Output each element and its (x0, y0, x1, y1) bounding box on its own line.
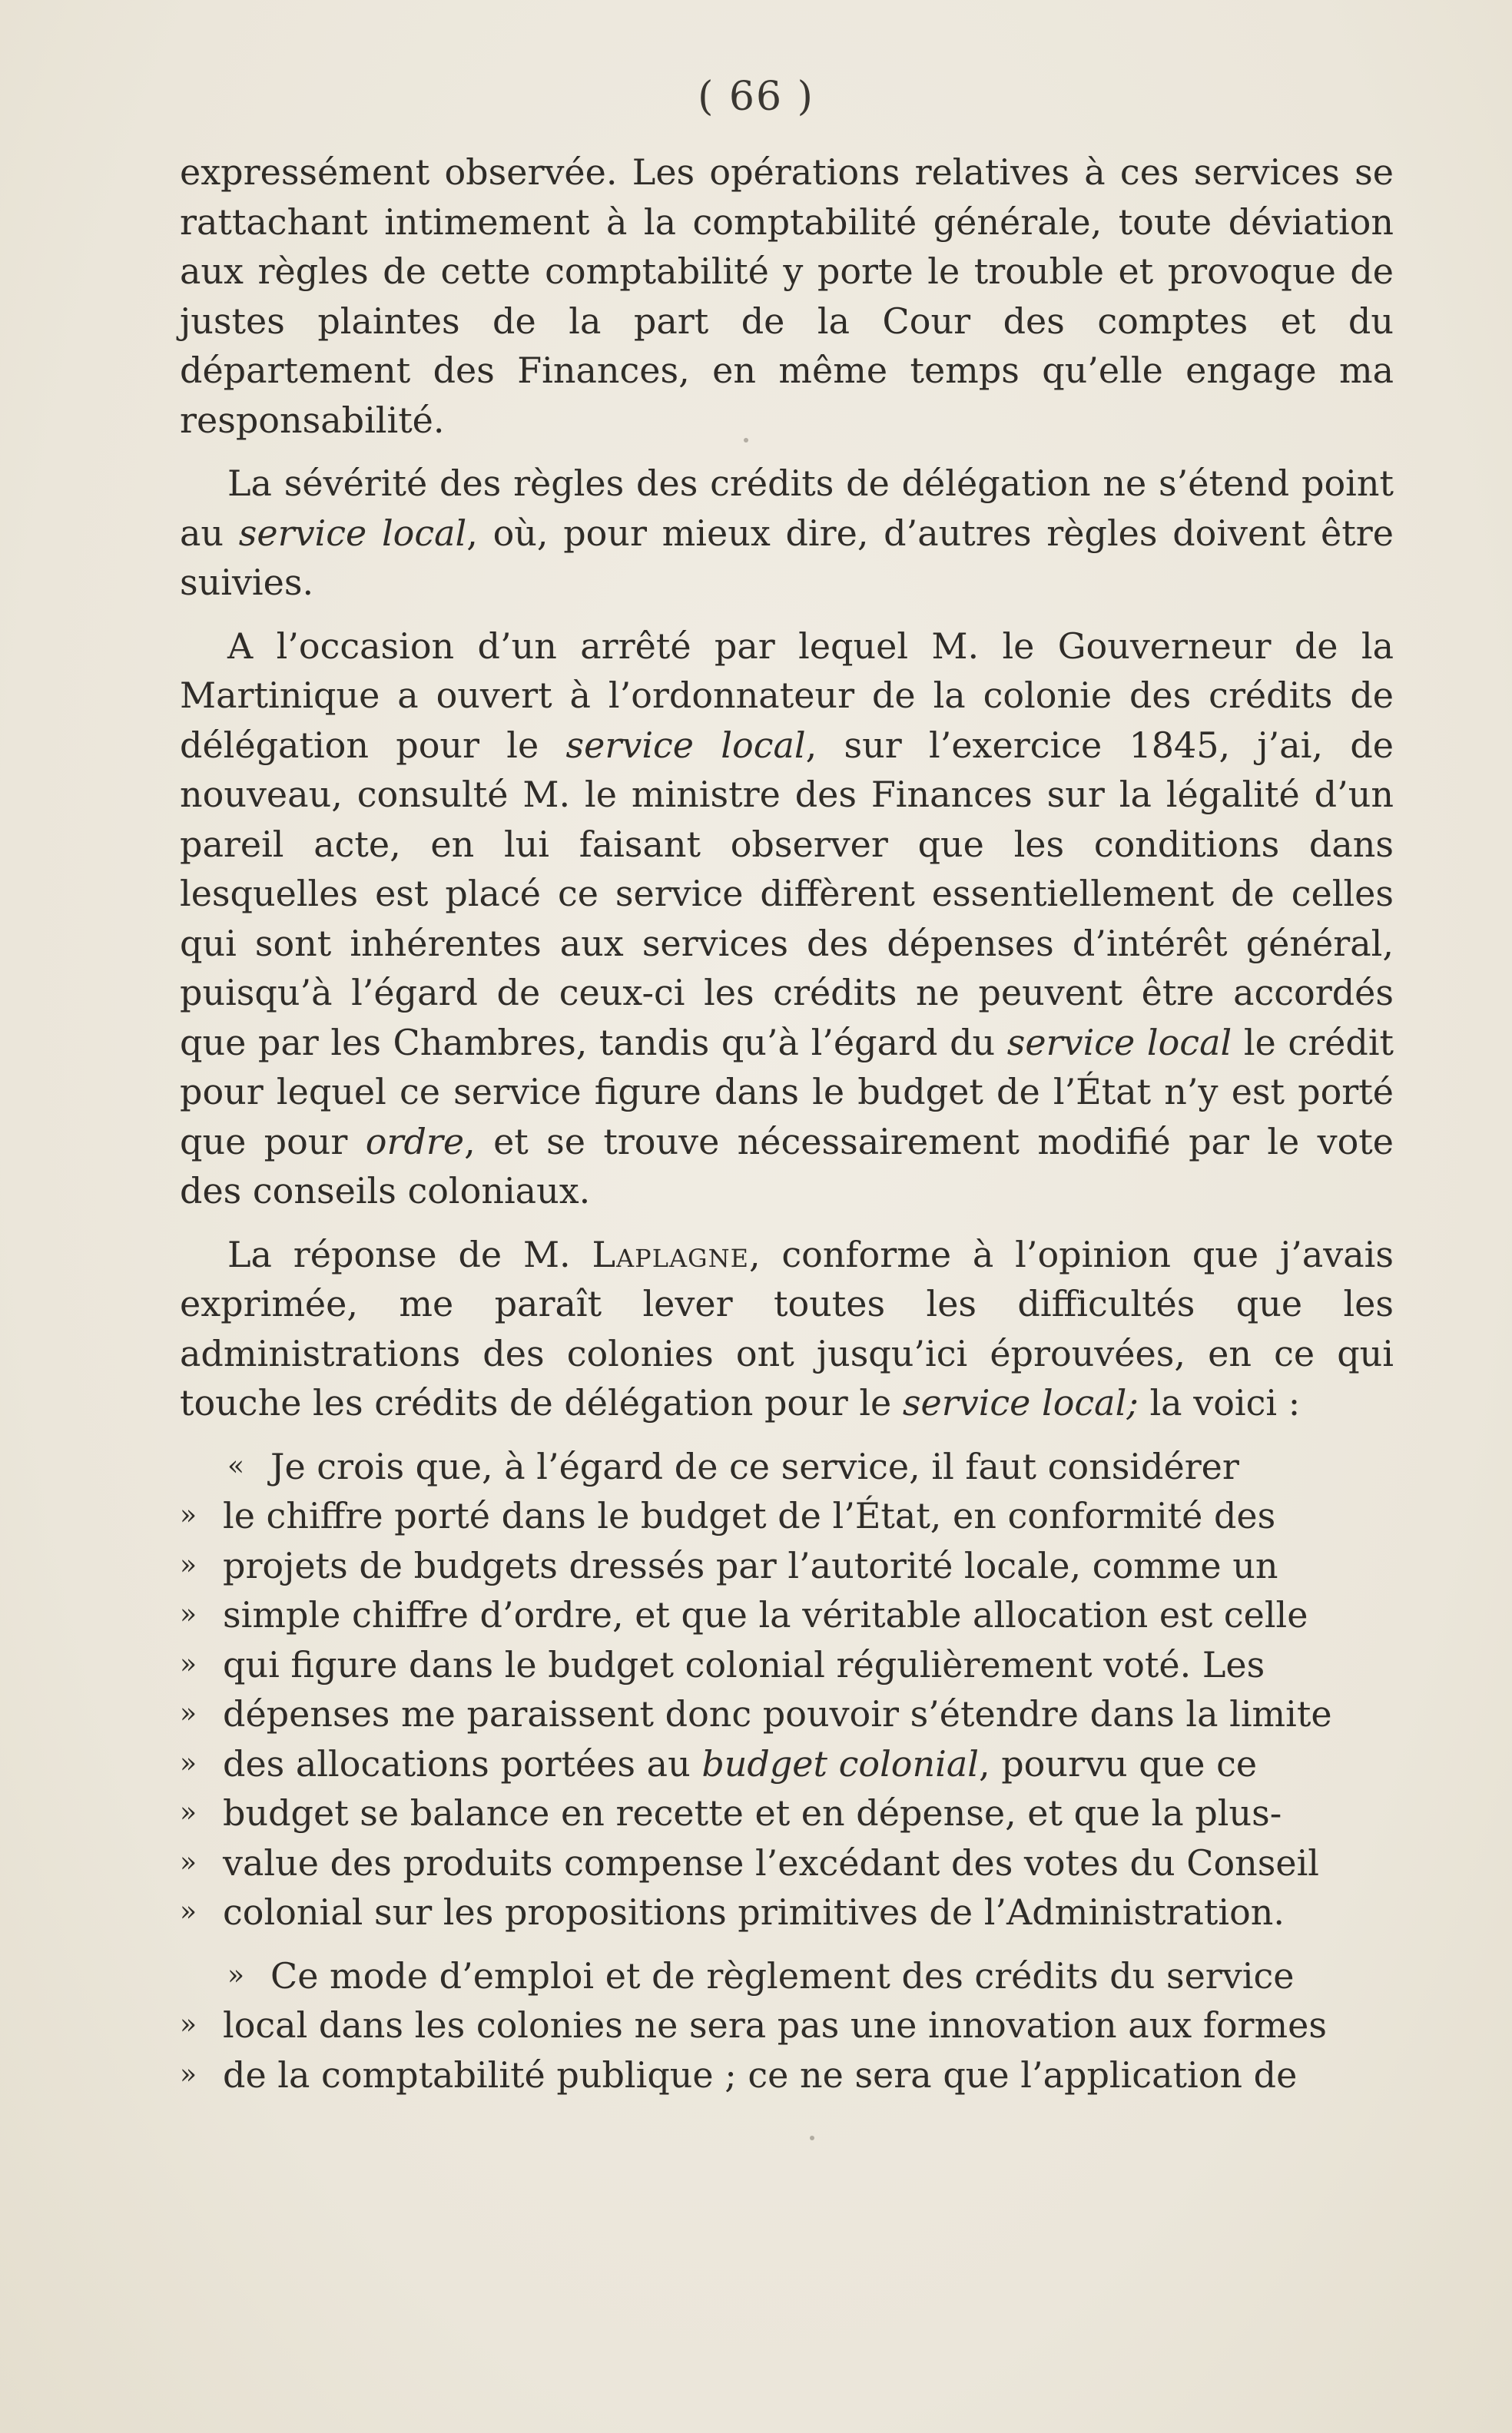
quote-line (180, 1888, 1394, 1937)
quote-line (180, 2000, 1394, 2050)
print-speck (810, 2136, 814, 2140)
quote-mark: » (180, 1549, 197, 1581)
quote-line (180, 1951, 1394, 2001)
quote-text: de la comptabilité publique ; ce ne sera que l’application de (223, 2053, 1298, 2096)
quote-mark: » (180, 2009, 197, 2040)
quote-text: Ce mode d’emploi et de règlement des crédits du service (270, 1954, 1295, 1997)
quote-text: , pourvu que ce (978, 1742, 1258, 1785)
quotation-block-1 (180, 1442, 1394, 1937)
quote-mark: » (180, 1698, 197, 1729)
quote-mark: » (180, 2058, 197, 2090)
quote-text: projets de budgets dressés par l’autorité locale, comme un (223, 1544, 1278, 1586)
paragraph-martinique (180, 622, 1394, 1216)
quote-mark: » (180, 1747, 197, 1779)
quote-text: simple chiffre d’ordre, et que la véritable allocation est celle (223, 1594, 1308, 1636)
quote-text: qui figure dans le budget colonial régulièrement voté. Les (223, 1643, 1265, 1686)
quote-text: le chiffre porté dans le budget de l’État, en conformité des (223, 1495, 1276, 1536)
quote-mark: » (227, 1959, 245, 1991)
quote-line (180, 1689, 1394, 1739)
paragraph-text: , où, pour mieux dire, d’autres règles doivent être suivies. (180, 512, 1394, 603)
paragraph-severity-rules (180, 459, 1394, 608)
name-laplagne: Laplagne (592, 1233, 749, 1275)
quote-line (180, 1739, 1394, 1789)
quote-line (180, 1491, 1394, 1541)
quote-text: dépenses me paraissent donc pouvoir s’étendre dans la limite (223, 1693, 1332, 1735)
quote-line (180, 1541, 1394, 1591)
italic-service-local: service local (238, 512, 467, 554)
quote-mark: » (180, 1500, 197, 1531)
quote-text: budget se balance en recette et en dépense, et que la plus- (223, 1792, 1282, 1834)
italic-service-local: service local; (902, 1382, 1139, 1424)
quote-text: local dans les colonies ne sera pas une innovation aux formes (223, 2004, 1327, 2046)
italic-service-local: service local (1006, 1021, 1232, 1063)
quote-mark: » (180, 1797, 197, 1828)
quote-mark: « (227, 1450, 245, 1482)
paragraph-text: La réponse de M. (227, 1233, 592, 1275)
quote-mark: » (180, 1896, 197, 1928)
page-body (180, 148, 1394, 2113)
paragraph-text: , et se trouve nécessairement modifié par le vote des conseils coloniaux. (180, 1120, 1394, 1212)
paragraph-text: expressément observée. Les opérations relatives à ces services se rattachant intimement à la comptabilité générale, toute déviation aux règles de cette comptabilité y porte le trouble et provoque de justes plaintes de la part de la Cour des comptes et du département des Finances, en même temps qu’elle engage ma responsabilité. (180, 151, 1394, 441)
quote-line (180, 1838, 1394, 1888)
quote-text: value des produits compense l’excédant des votes du Conseil (223, 1841, 1320, 1884)
quote-text: colonial sur les propositions primitives de l’Administration. (223, 1891, 1285, 1933)
paragraph-text: La sévérité des règles des crédits de délégation ne s’étend point au (180, 462, 1394, 554)
quote-mark: » (180, 1846, 197, 1878)
paragraph-text: A l’occasion d’un arrêté par lequel M. le Gouverneur de la Martinique a ouvert à l’ordonnateur de la colonie des crédits de délégation pour le (180, 625, 1394, 766)
quote-line (180, 1442, 1394, 1492)
paragraph-text: la voici : (1138, 1382, 1301, 1424)
quote-text: Je crois que, à l’égard de ce service, il faut considérer (270, 1445, 1239, 1487)
italic-budget-colonial: budget colonial (701, 1742, 979, 1785)
quotation-block-2 (180, 1951, 1394, 2100)
paragraph-text: , conforme à l’opinion que j’avais exprimée, me paraît lever toutes les difficultés que les administrations des colonies ont jusqu’ici éprouvées, en ce qui touche les crédits de délégation pour le (180, 1233, 1394, 1424)
paragraph-text: le crédit pour lequel ce service figure dans le budget de l’État n’y est porté que pour (180, 1021, 1394, 1162)
paragraph-continuation (180, 148, 1394, 445)
italic-service-local: service local (565, 724, 806, 766)
page-number: ( 66 ) (698, 74, 814, 120)
quote-mark: » (180, 1599, 197, 1630)
paragraph-laplagne-response (180, 1230, 1394, 1428)
quote-line (180, 1590, 1394, 1640)
quote-line (180, 2050, 1394, 2100)
quote-mark: » (180, 1648, 197, 1680)
print-speck (744, 438, 748, 443)
italic-ordre: ordre (365, 1120, 465, 1162)
paragraph-text: , sur l’exercice 1845, j’ai, de nouveau, consulté M. le ministre des Finances sur la légalité d’un pareil acte, en lui faisant observer que les conditions dans lesquelles est placé ce service diffèrent essentiellement de celles qui sont inhérentes aux services des dépenses d’intérêt général, puisqu’à l’égard de ceux-ci les crédits ne peuvent être accordés que par les Chambres, tandis qu’à l’égard du (180, 724, 1394, 1063)
quote-text: des allocations portées au (223, 1742, 702, 1785)
quote-line (180, 1640, 1394, 1690)
quote-line (180, 1788, 1394, 1838)
